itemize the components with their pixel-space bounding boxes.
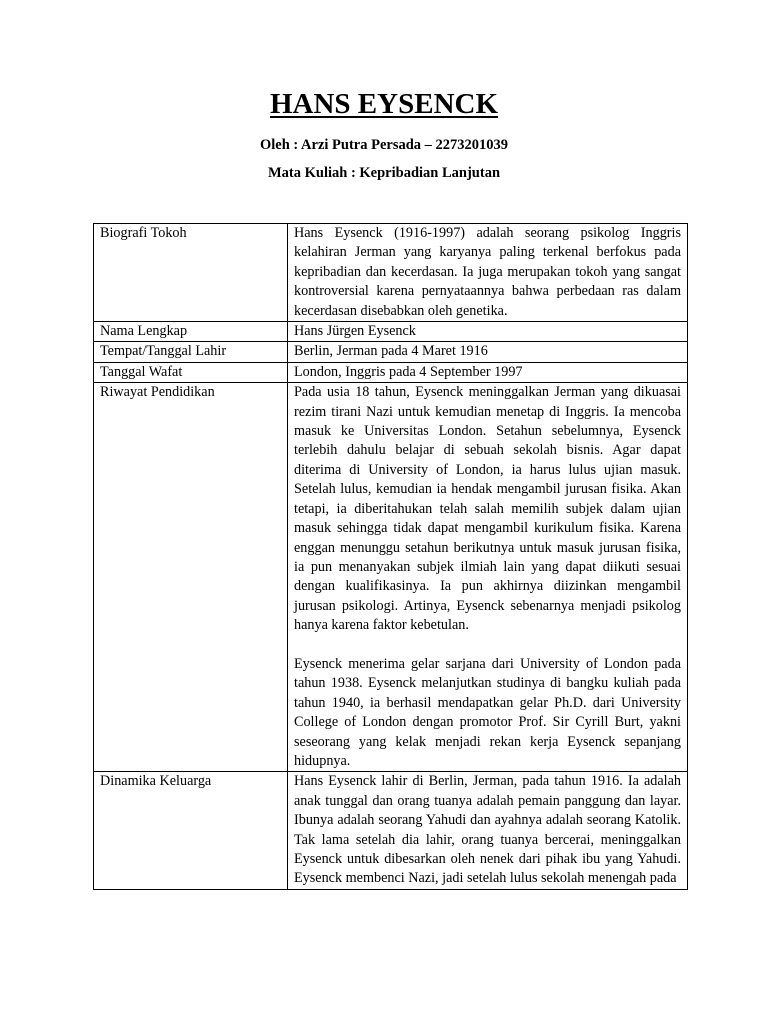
author-line: Oleh : Arzi Putra Persada – 2273201039 <box>259 137 509 153</box>
table-row <box>94 342 688 362</box>
paragraph: London, Inggris pada 4 September 1997 <box>294 363 523 380</box>
row-value <box>288 362 688 382</box>
paragraph: Berlin, Jerman pada 4 Maret 1916 <box>294 343 488 360</box>
paragraph: Eysenck menerima gelar sarjana dari University of London pada tahun 1938. Eysenck melanjutkan studinya di bangku kuliah pada tahun 1940, ia berhasil mendapatkan gelar Ph.D. dari University College of London dengan promotor Prof. Sir Cyrill Burt, yakni seseorang yang kelak menjadi rekan kerja Eysenck sepanjang hidupnya. <box>294 655 681 769</box>
row-label: Riwayat Pendidikan <box>94 383 288 772</box>
row-value <box>288 342 688 362</box>
table-row <box>94 224 688 322</box>
row-value <box>288 772 688 889</box>
paragraph: Pada usia 18 tahun, Eysenck meninggalkan Jerman yang dikuasai rezim tirani Nazi untuk kemudian menetap di Inggris. Ia mencoba masuk ke Universitas London. Setahun sebelumnya, Eysenck terlebih dahulu belajar di sebuah sekolah bisnis. Agar dapat diterima di University of London, ia harus lulus ujian masuk. Setelah lulus, kemudian ia hendak mengambil jurusan fisika. Akan tetapi, ia diberitahukan telah salah memilih subjek dalam ujian masuk sehingga tidak dapat mengambil kurikulum fisika. Karena enggan menunggu setahun berikutnya untuk masuk jurusan fisika, ia pun menanyakan subjek ilmiah lain yang dapat diikuti sesuai dengan kualifikasinya. Ia pun akhirnya diizinkan mengambil jurusan psikologi. Artinya, Eysenck sebenarnya menjadi psikolog hanya karena faktor kebetulan. <box>294 384 681 634</box>
paragraph: Hans Eysenck lahir di Berlin, Jerman, pada tahun 1916. Ia adalah anak tunggal dan orang tuanya adalah pemain panggung dan layar. Ibunya adalah seorang Yahudi dan ayahnya adalah seorang Katolik. Tak lama setelah dia lahir, orang tuanya bercerai, meninggalkan Eysenck untuk dibesarkan oleh nenek dari pihak ibu yang Yahudi. Eysenck membenci Nazi, jadi setelah lulus sekolah menengah pada <box>294 773 681 887</box>
table-row <box>94 772 688 889</box>
table-row <box>94 383 688 772</box>
row-label: Tanggal Wafat <box>94 362 288 382</box>
biography-table <box>93 223 688 890</box>
row-label: Biografi Tokoh <box>94 224 288 322</box>
row-label: Dinamika Keluarga <box>94 772 288 889</box>
row-label: Nama Lengkap <box>94 322 288 342</box>
row-value <box>288 224 688 322</box>
course-line: Mata Kuliah : Kepribadian Lanjutan <box>267 165 501 181</box>
document-title: HANS EYSENCK <box>269 88 499 120</box>
paragraph: Hans Jürgen Eysenck <box>294 323 416 340</box>
table-row <box>94 362 688 382</box>
table-row <box>94 322 688 342</box>
paragraph: Hans Eysenck (1916-1997) adalah seorang psikolog Inggris kelahiran Jerman yang karyanya paling terkenal berfokus pada kepribadian dan kecerdasan. Ia juga merupakan tokoh yang sangat kontroversial karena pernyataannya bahwa perbedaan ras dalam kecerdasan disebabkan oleh genetika. <box>294 225 681 319</box>
row-label: Tempat/Tanggal Lahir <box>94 342 288 362</box>
row-value <box>288 383 688 772</box>
row-value <box>288 322 688 342</box>
